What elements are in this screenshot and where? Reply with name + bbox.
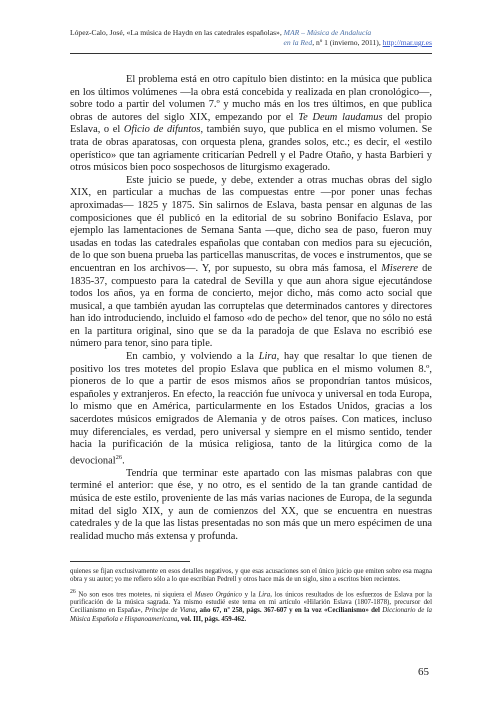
paragraph-3-text-b: , hay que resaltar lo que tienen de positivo los tres motetes del propio Eslava que publica en el mismo volumen 8.º, pioneros de lo que a partir de esos mismos años se propondrían tantos músicos, españoles y extranjeros. En efecto, la reacción fue unívoca y universal en toda Europa, lo mismo que en América, particularmente en los Estados Unidos, gracias a los sacerdotes músicos emigrados de Alemania y de otros países. Con matices, incluso muy diferenciales, es verdad, pero universal y siempre en el mismo sentido, tender hacia la purificación de la música religiosa, tanto de la litúrgica como de la devocional — [70, 351, 433, 467]
paragraph-1-text-c: , también suyo, que publica en el mismo volumen. Se trata de obras aparatosas, con orquesta plena, grandes solos, etc.; es decir, el «estilo operístico» que tan agriamente criticarían Pedrell y el Padre Otaño, y hasta Barbieri y otros músicos bien poco sospechosos de liturgismo exagerado. — [70, 124, 432, 174]
header-issue: , nº 1 (invierno, 2011), — [312, 38, 381, 47]
page-number: 65 — [418, 666, 429, 678]
paragraph-4 — [70, 468, 432, 544]
footnotes — [70, 568, 432, 624]
work-title-lira: Lira — [258, 351, 277, 363]
paragraph-3-end: . — [122, 455, 125, 467]
header-url-link[interactable]: http://mar.ugr.es — [382, 38, 432, 47]
paragraph-1-text-b: del propio Eslava, o el — [70, 111, 432, 136]
header-rule — [70, 53, 432, 54]
work-title-miserere: Miserere — [381, 262, 419, 274]
footnote-title-museo: Museo Orgánico — [194, 590, 242, 598]
paragraph-1 — [70, 74, 432, 175]
header-author: López-Calo, José, — [70, 28, 125, 37]
paragraph-4-text: Tendría que terminar este apartado con las mismas palabras con que terminé el anterior: que ése, y no otro, es el sentido de la tan grande cantidad de música de este estilo, proveniente de las más varias naciones de Europa, de la segunda mitad del siglo XIX, y aun de comienzos del XX, que se encuentra en nuestras catedrales y de la que las listas presentadas no son más que un mero espécimen de una realidad mucho más extensa y profunda. — [70, 467, 432, 542]
header-journal: MAR – Música de Andalucía — [283, 28, 372, 37]
work-title-te-deum: Te Deum laudamus — [298, 111, 383, 123]
footnote-text-b: y la — [244, 590, 256, 598]
footnote-text-a: No son esos tres motetes, ni siquiera el — [75, 590, 193, 598]
footnote-title-principe: Príncipe de Viana — [144, 607, 196, 615]
footnote-title-lira: Lira — [258, 590, 271, 598]
main-text — [70, 74, 432, 543]
footnote-text-c: , los únicos resultados de los esfuerzos de Eslava por la purificación de la música sagrada. Ya mismo estudié este tema en mi artículo «Hilarión Eslava (1807-1878), precursor del Cecilianismo en España», — [70, 590, 432, 615]
footnote-rule — [70, 561, 190, 562]
paragraph-1-text: El problema está en otro capítulo bien distinto: en la música que publica en los últimos volúmenes —la obra está concebida y realizada en plan cronológico—, sobre todo a partir del volumen 7.º y mucho más en los tres últimos, en que publica obras de autores del siglo XIX, empezando por el — [70, 74, 432, 123]
paragraph-3 — [70, 351, 432, 468]
footnote-text-d: , año 67, nº 258, págs. 367-607 y en la voz «Cecilianismo» del — [195, 607, 380, 615]
footnote-continuation: quienes se fijan exclusivamente en esos detalles negativos, y que esas acusaciones son el único juicio que emiten sobre esa magna obra y su autor; yo me refiero sólo a lo que escribían Pedrell y otros hace más de un siglo, sino a escritos bien recientes. — [70, 568, 432, 584]
header-title: «La música de Haydn en las catedrales españolas», — [126, 28, 282, 37]
running-header — [70, 28, 432, 54]
paragraph-2-text: Este juicio se puede, y debe, extender a otras muchas obras del siglo XIX, en particular a muchas de las compuestas entre —por poner unas fechas aproximadas— 1825 y 1875. Sin salirnos de Eslava, basta pensar en algunas de las composiciones que él publicó en la editorial de su sobrino Bonifacio Eslava, por ejemplo las lamentaciones de Semana Santa —que, dicho sea de paso, fueron muy usadas en todas las catedrales españolas que contaban con medios para su ejecución, de lo que son buena prueba las particellas manuscritas, de voces e instrumentos, que se encuentran en los archivos—. Y, por supuesto, su obra más famosa, el — [70, 174, 432, 274]
footnote-26 — [70, 588, 432, 624]
footnote-title-diccionario: Diccionario de la Música Española e Hispanoamericana — [70, 607, 432, 623]
paragraph-2-text-b: de 1835-37, compuesto para la catedral de Sevilla y que aun ahora sigue ejecutándose todos los años, ya en forma de concierto, mejor dicho, más como acto social que musical, a que también ayudan las corruptelas que determinados cantores y directores han ido introduciendo, incluido el famoso «do de pecho» del tenor, que no sólo no está en la partitura original, sino que se da la paradoja de que Eslava no escribió ese número para tenor, sino para tiple. — [70, 262, 432, 350]
footnote-text-e: , vol. III, págs. 459-462. — [177, 615, 247, 623]
footnote-ref-26[interactable]: 26 — [115, 453, 123, 461]
citation-line-2 — [70, 38, 432, 48]
header-journal-suffix: en la Red — [283, 38, 313, 47]
paragraph-3-text: En cambio, y volviendo a la — [126, 351, 254, 363]
work-title-oficio: Oficio de difuntos — [123, 124, 201, 136]
citation-line-1 — [70, 28, 432, 38]
footnote-number: 26 — [70, 588, 76, 595]
paragraph-2 — [70, 175, 432, 351]
